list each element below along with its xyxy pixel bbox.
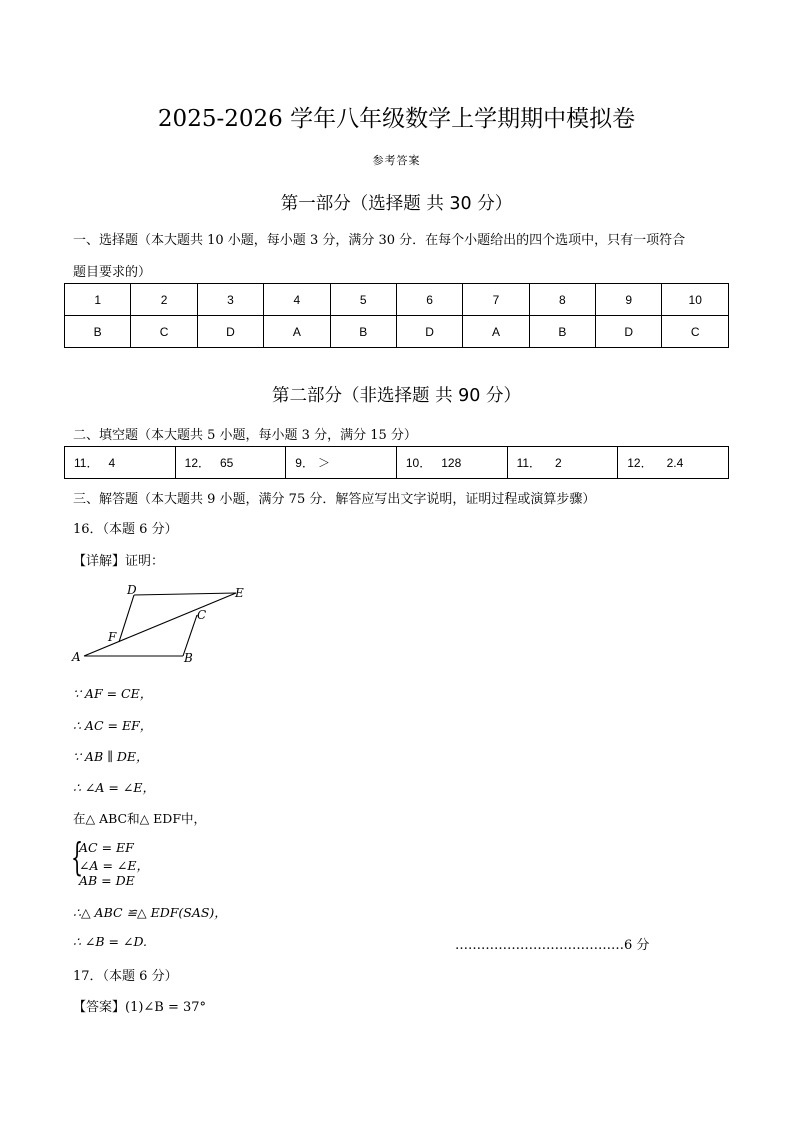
fill-value: 65 (220, 456, 234, 470)
mcq-number-cell: 7 (463, 284, 529, 316)
proof-step-7: ∴ ∠B = ∠D. (73, 934, 148, 949)
fill-label: 11． (516, 456, 542, 470)
mcq-answer-cell: A (463, 316, 529, 348)
mcq-number-cell: 9 (596, 284, 662, 316)
fill-cell (507, 447, 618, 479)
proof-step-5: 在△ ABC和△ EDF中， (73, 811, 207, 826)
q16-detail-label: 【详解】证明： (73, 554, 165, 569)
fill-label: 9． (295, 456, 314, 470)
fill-cell (618, 447, 729, 479)
score-marker: …………………………………6 分 (455, 938, 650, 953)
mcq-number-row (65, 284, 729, 316)
mcq-answer-cell: C (662, 316, 729, 348)
mcq-answer-cell: D (396, 316, 462, 348)
part2-heading: 第二部分（非选择题 共 90 分） (272, 386, 521, 406)
system-brace: { (71, 835, 84, 879)
solve-instruction: 三、解答题（本大题共 9 小题，满分 75 分．解答应写出文字说明，证明过程或演算步骤） (73, 492, 596, 507)
proof-step-4: ∴ ∠A = ∠E， (73, 780, 155, 795)
label-C: C (197, 608, 207, 622)
fill-cell (175, 447, 286, 479)
proof-step-3: ∵ AB ∥ DE， (73, 749, 149, 764)
label-B: B (184, 651, 193, 665)
fill-value: 128 (441, 456, 462, 470)
mcq-answer-cell: A (264, 316, 330, 348)
fill-cell (65, 447, 176, 479)
fill-answer-row (65, 447, 729, 479)
label-F: F (108, 630, 117, 644)
proof-step-1: ∵ AF = CE， (73, 686, 153, 701)
fill-value: 2.4 (666, 456, 684, 470)
q17-answer: 【答案】(1)∠B = 37° (73, 1000, 207, 1015)
mcq-number-cell: 5 (330, 284, 396, 316)
fill-label: 12． (184, 456, 210, 470)
mcq-number-cell: 4 (264, 284, 330, 316)
mcq-answer-cell: B (65, 316, 131, 348)
system-line-3: AB = DE (79, 873, 135, 888)
mcq-number-cell: 8 (529, 284, 595, 316)
fill-instruction: 二、填空题（本大题共 5 小题，每小题 3 分，满分 15 分） (73, 428, 417, 443)
fill-value: ＞ (317, 456, 330, 470)
segment-DE (134, 593, 236, 595)
mcq-answer-cell: D (197, 316, 263, 348)
mcq-answer-cell: D (596, 316, 662, 348)
mcq-answer-table (64, 283, 729, 348)
proof-step-6: ∴△ ABC ≌△ EDF(SAS)， (73, 905, 227, 920)
label-A: A (72, 650, 81, 664)
fill-value: 2 (555, 456, 562, 470)
fill-answer-table (64, 446, 729, 479)
segment-AE (84, 593, 236, 656)
mcq-number-cell: 6 (396, 284, 462, 316)
segment-BC (183, 615, 197, 656)
fill-label: 10． (405, 456, 432, 470)
mcq-instruction-line2: 题目要求的） (73, 265, 152, 280)
mcq-number-cell: 10 (662, 284, 729, 316)
proof-step-2: ∴ AC = EF， (73, 718, 153, 733)
q17-heading: 17．（本题 6 分） (73, 969, 178, 984)
mcq-answer-cell: B (330, 316, 396, 348)
mcq-number-cell: 2 (131, 284, 197, 316)
label-D: D (127, 583, 137, 597)
parallelogram-figure (68, 580, 258, 670)
page-title: 2025-2026 学年八年级数学上学期期中模拟卷 (157, 106, 636, 132)
mcq-number-cell: 1 (65, 284, 131, 316)
fill-cell (396, 447, 507, 479)
part1-heading: 第一部分（选择题 共 30 分） (280, 194, 513, 214)
page-subtitle: 参考答案 (372, 154, 421, 167)
mcq-number-cell: 3 (197, 284, 263, 316)
label-E: E (235, 586, 244, 600)
system-line-1: AC = EF (79, 840, 134, 855)
mcq-answer-cell: B (529, 316, 595, 348)
mcq-instruction-line1: 一、选择题（本大题共 10 小题，每小题 3 分，满分 30 分．在每个小题给出的四个选项中，只有一项符合 (73, 233, 686, 248)
mcq-answer-cell: C (131, 316, 197, 348)
fill-value: 4 (108, 456, 116, 470)
fill-cell (286, 447, 397, 479)
segment-DF (119, 595, 134, 642)
q16-heading: 16．（本题 6 分） (73, 522, 178, 537)
mcq-answer-row (65, 316, 729, 348)
fill-label: 12． (627, 456, 653, 470)
fill-label: 11． (74, 456, 99, 470)
system-line-2: ∠A = ∠E， (79, 858, 150, 873)
